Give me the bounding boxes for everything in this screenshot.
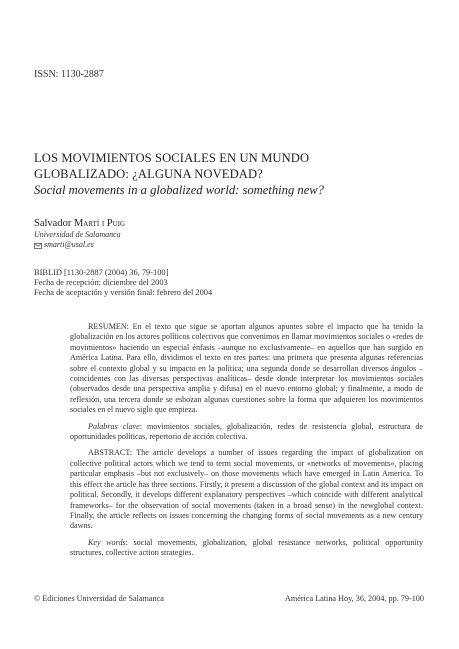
abstract-block [70, 322, 423, 565]
reception-date: Fecha de recepción: diciembre del 2003 [34, 278, 168, 288]
biblid-block [34, 268, 212, 299]
footer-journal-citation: América Latina Hoy, 36, 2004, pp. 79-100 [284, 594, 424, 603]
palabras-clave-text: : movimientos sociales, globalización, redes de resistencia global, estructura de oportunidades políticas, repertorio de acción colectiva. [70, 421, 423, 442]
palabras-clave-label: Palabras clave [88, 421, 140, 431]
author-email-row [34, 240, 125, 250]
abstract-en-paragraph: ABSTRACT: The article develops a number of issues regarding the impact of globalization on collective political actors which we tend to term social movements, or «networks of movements», placing particular emphasis –but not exclusively– on those movements which have emerged in Latin America. To this effect the article has three sections. Firstly, it present a discussion of the global context and its impact on political. Secondly, it develops different explanatory perspectives –which coincide with different analytical frameworks– for the observation of social movements (taken in a broad sense) in the newglobal context. Finally, the article reflects on issues concerning the changing forms of social movements as a new century dawns. [70, 448, 423, 531]
acceptance-date: Fecha de aceptación y versión final: febrero del 2004 [34, 288, 213, 298]
author-affiliation: Universidad de Salamanca [34, 230, 121, 239]
author-name [34, 217, 125, 230]
palabras-clave-paragraph [70, 422, 423, 443]
author-last-name: Martí i Puig [73, 218, 126, 229]
biblid-reference: BIBLID [1130-2887 (2004) 36, 79-100] [34, 268, 169, 277]
issn-label: ISSN: 1130-2887 [34, 69, 104, 80]
envelope-icon [34, 242, 42, 248]
author-first-name: Salvador [34, 218, 74, 229]
keywords-paragraph [70, 538, 423, 559]
title-es-line1: LOS MOVIMIENTOS SOCIALES EN UN MUNDO [34, 151, 310, 165]
author-email[interactable]: smarti@usal.es [44, 240, 94, 249]
author-block [34, 217, 125, 250]
keywords-label: Key words [88, 537, 126, 547]
title-en: Social movements in a globalized world: something new? [34, 183, 324, 197]
page-footer [34, 594, 424, 603]
keywords-text: : social movements, globalization, global resistance networks, political opportunity structures, collective action strategies. [70, 537, 423, 558]
title-es-line2: GLOBALIZADO: ¿ALGUNA NOVEDAD? [34, 167, 263, 181]
title-block [34, 150, 434, 198]
footer-copyright: © Ediciones Universidad de Salamanca [34, 594, 164, 603]
resumen-paragraph: RESUMEN: En el texto que sigue se aportan algunos apuntes sobre el impacto que ha tenido la globalización en los actores políticos colectivos que convenimos en llamar movimientos sociales o «redes de movimientos» haciendo un especial énfasis –aunque no exclusivamente– en aquellos que han surgido en América Latina. Para ello, dividimos el texto en tres partes: una primera que presenta algunas referencias sobre el contexto global y su impacto en la política; una segunda donde se desarrollan diversos ángulos –coincidentes con las diversas perspectivas analíticas– desde donde interpretar los movimientos sociales (observados desde una perspectiva amplia y difusa) en el nuevo entorno global; y finalmente, a modo de reflexión, una tercera donde se esbozan algunas cuestiones sobre la forma que adquieren los movimientos sociales en el nuevo siglo que empieza. [70, 322, 423, 415]
